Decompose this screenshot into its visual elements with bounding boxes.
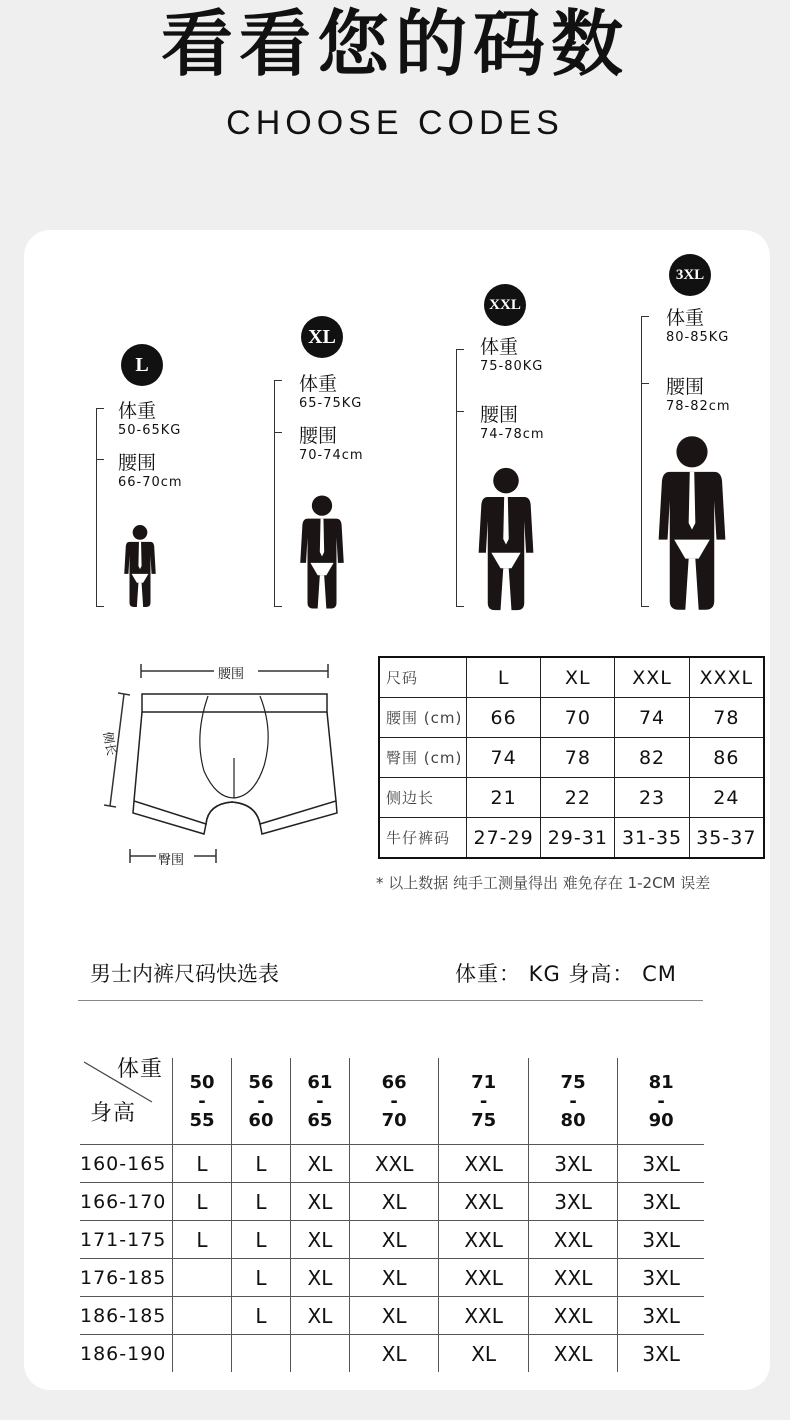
table-cell: 86: [689, 738, 764, 778]
size-cell: XL: [290, 1297, 349, 1335]
quick-select-title: 男士内裤尺码快选表: [90, 962, 279, 986]
weight-from: 50: [189, 1071, 215, 1093]
weight-label: 体重: [299, 373, 338, 395]
size-cell: XXL: [349, 1145, 438, 1183]
size-badge-l: L: [121, 344, 163, 386]
table-row: [80, 1335, 704, 1373]
table-row: [80, 1145, 704, 1183]
table-cell: 29-31: [541, 818, 615, 859]
weight-header: [528, 1058, 617, 1145]
dash: -: [198, 1090, 206, 1112]
table-cell: 臀围 (cm): [379, 738, 467, 778]
size-cell: XXL: [528, 1259, 617, 1297]
weight-header: [618, 1058, 704, 1145]
size-cell: XL: [290, 1183, 349, 1221]
weight-to: 55: [189, 1109, 215, 1131]
size-cell: L: [231, 1259, 290, 1297]
diagram-hip-label: 臀围: [158, 853, 185, 868]
waist-label: 腰围: [299, 425, 338, 447]
man-figure-icon: [296, 494, 348, 610]
bracket-tick: [96, 606, 104, 607]
weight-from: 71: [471, 1071, 497, 1093]
figure-height-bracket: [456, 349, 457, 607]
size-cell: 3XL: [528, 1183, 617, 1221]
table-cell: XXL: [615, 657, 689, 698]
weight-header: [173, 1058, 232, 1145]
measurement-note: * 以上数据 纯手工测量得出 难免存在 1-2CM 误差: [376, 874, 711, 892]
bracket-tick: [274, 432, 282, 433]
weight-range: 50-65KG: [118, 423, 182, 438]
size-cell: L: [231, 1145, 290, 1183]
diagram-side-label: 侧长: [100, 730, 119, 757]
table-cell: 82: [615, 738, 689, 778]
underwear-diagram: [96, 656, 356, 876]
table-row: [379, 818, 764, 859]
table-row: [80, 1183, 704, 1221]
weight-label: 体重: [118, 400, 157, 422]
bracket-tick: [456, 606, 464, 607]
weight-header: [290, 1058, 349, 1145]
weight-to: 80: [560, 1109, 586, 1131]
size-cell: L: [173, 1145, 232, 1183]
man-figure-icon: [121, 524, 159, 608]
bracket-tick: [641, 383, 649, 384]
quick-select-table: [80, 1058, 704, 1372]
waist-range: 78-82cm: [666, 399, 731, 414]
dash: -: [657, 1090, 665, 1112]
size-cell: XL: [349, 1297, 438, 1335]
man-figure-icon: [474, 466, 538, 612]
table-row: [379, 738, 764, 778]
waist-range: 66-70cm: [118, 475, 183, 490]
weight-to: 60: [248, 1109, 274, 1131]
table-cell: 22: [541, 778, 615, 818]
figure-height-bracket: [96, 408, 97, 607]
weight-from: 56: [248, 1071, 274, 1093]
bracket-tick: [641, 606, 649, 607]
size-cell: XXL: [528, 1335, 617, 1373]
height-cell: 166-170: [80, 1183, 173, 1221]
weight-range: 80-85KG: [666, 330, 730, 345]
size-badge-xxl: XXL: [484, 284, 526, 326]
size-cell: L: [231, 1183, 290, 1221]
table-cell: 21: [467, 778, 541, 818]
waist-label: 腰围: [480, 404, 519, 426]
figure-height-bracket: [641, 316, 642, 607]
table-cell: 侧边长: [379, 778, 467, 818]
height-cell: 186-190: [80, 1335, 173, 1373]
corner-cell: [80, 1058, 173, 1145]
weight-label: 体重: [480, 336, 519, 358]
size-badge-xl: XL: [301, 316, 343, 358]
size-cell: XL: [349, 1183, 438, 1221]
size-cell: XL: [439, 1335, 528, 1373]
size-cell: [231, 1335, 290, 1373]
dash: -: [569, 1090, 577, 1112]
weight-to: 90: [648, 1109, 674, 1131]
size-cell: 3XL: [618, 1297, 704, 1335]
waist-label: 腰围: [666, 376, 705, 398]
size-cell: XXL: [439, 1145, 528, 1183]
table-cell: 24: [689, 778, 764, 818]
weight-to: 65: [307, 1109, 333, 1131]
size-cell: XL: [290, 1145, 349, 1183]
bracket-tick: [96, 459, 104, 460]
size-cell: XL: [349, 1221, 438, 1259]
size-cell: 3XL: [618, 1221, 704, 1259]
weight-to: 75: [471, 1109, 497, 1131]
size-cell: XXL: [439, 1259, 528, 1297]
table-cell: 23: [615, 778, 689, 818]
table-cell: L: [467, 657, 541, 698]
table-cell: 78: [541, 738, 615, 778]
size-cell: 3XL: [618, 1145, 704, 1183]
height-cell: 186-185: [80, 1297, 173, 1335]
table-row: [379, 657, 764, 698]
table-header-row: [80, 1058, 704, 1145]
table-cell: 66: [467, 698, 541, 738]
corner-weight-label: 体重: [117, 1057, 164, 1082]
dash: -: [479, 1090, 488, 1112]
waist-range: 74-78cm: [480, 427, 545, 442]
size-cell: XXL: [528, 1297, 617, 1335]
size-cell: XL: [290, 1259, 349, 1297]
bracket-tick: [641, 316, 649, 317]
diagram-waist-label: 腰围: [218, 667, 245, 682]
size-cell: XXL: [528, 1221, 617, 1259]
weight-from: 81: [648, 1071, 674, 1093]
dash: -: [257, 1090, 265, 1112]
corner-height-label: 身高: [90, 1101, 137, 1126]
size-cell: XL: [349, 1259, 438, 1297]
dash: -: [390, 1090, 398, 1112]
table-cell: 牛仔裤码: [379, 818, 467, 859]
table-row: [379, 778, 764, 818]
table-cell: XXXL: [689, 657, 764, 698]
weight-header: [439, 1058, 528, 1145]
table-cell: 35-37: [689, 818, 764, 859]
size-cell: L: [173, 1183, 232, 1221]
size-cell: [173, 1259, 232, 1297]
size-cell: [173, 1335, 232, 1373]
size-cell: L: [173, 1221, 232, 1259]
table-cell: 27-29: [467, 818, 541, 859]
bracket-tick: [274, 380, 282, 381]
bracket-tick: [456, 349, 464, 350]
weight-from: 66: [381, 1071, 407, 1093]
figure-height-bracket: [274, 380, 275, 607]
man-figure-icon: [652, 434, 732, 612]
size-cell: [173, 1297, 232, 1335]
weight-label: 体重: [666, 307, 705, 329]
table-cell: 70: [541, 698, 615, 738]
size-cell: [290, 1335, 349, 1373]
page-title: 看看您的码数: [160, 2, 629, 86]
size-cell: 3XL: [618, 1183, 704, 1221]
table-row: [379, 698, 764, 738]
bracket-tick: [274, 606, 282, 607]
table-cell: 腰围 (cm): [379, 698, 467, 738]
size-cell: XXL: [439, 1221, 528, 1259]
page-subtitle: CHOOSE CODES: [226, 104, 564, 142]
table-row: [80, 1297, 704, 1335]
size-cell: XL: [290, 1221, 349, 1259]
divider: [78, 1000, 703, 1001]
height-cell: 171-175: [80, 1221, 173, 1259]
weight-range: 75-80KG: [480, 359, 544, 374]
size-cell: XL: [349, 1335, 438, 1373]
size-cell: 3XL: [618, 1335, 704, 1373]
size-cell: L: [231, 1297, 290, 1335]
table-cell: 74: [615, 698, 689, 738]
table-cell: 78: [689, 698, 764, 738]
table-cell: XL: [541, 657, 615, 698]
table-cell: 31-35: [615, 818, 689, 859]
dash: -: [316, 1090, 324, 1112]
table-row: [80, 1259, 704, 1297]
weight-from: 75: [560, 1071, 586, 1093]
waist-range: 70-74cm: [299, 448, 364, 463]
table-row: [80, 1221, 704, 1259]
weight-to: 70: [381, 1109, 407, 1131]
size-cell: 3XL: [528, 1145, 617, 1183]
weight-header: [231, 1058, 290, 1145]
height-cell: 176-185: [80, 1259, 173, 1297]
size-cell: 3XL: [618, 1259, 704, 1297]
size-cell: XXL: [439, 1297, 528, 1335]
quick-select-units: 体重： KG 身高： CM: [455, 962, 677, 986]
size-badge-3xl: 3XL: [669, 254, 711, 296]
size-table: [378, 656, 765, 859]
weight-range: 65-75KG: [299, 396, 363, 411]
table-cell: 74: [467, 738, 541, 778]
table-cell: 尺码: [379, 657, 467, 698]
waist-label: 腰围: [118, 452, 157, 474]
size-cell: XXL: [439, 1183, 528, 1221]
size-cell: L: [231, 1221, 290, 1259]
height-cell: 160-165: [80, 1145, 173, 1183]
weight-header: [349, 1058, 438, 1145]
weight-from: 61: [307, 1071, 333, 1093]
bracket-tick: [456, 411, 464, 412]
bracket-tick: [96, 408, 104, 409]
